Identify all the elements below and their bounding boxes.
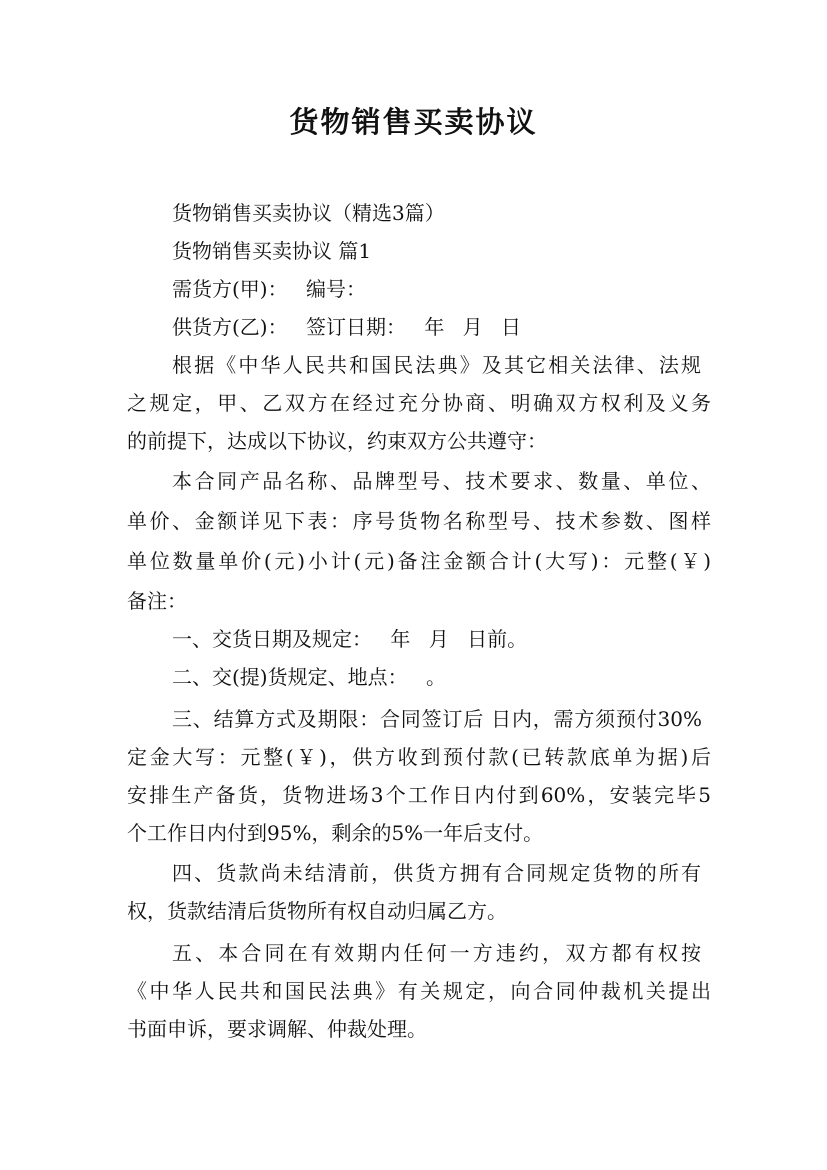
clause-line: 三、结算方式及期限：合同签订后 日内，需方须预付30% <box>172 707 702 731</box>
clause-line: 权，货款结清后货物所有权自动归属乙方。 <box>127 899 507 923</box>
clause-line: 四、货款尚未结清前，供货方拥有合同规定货物的所有 <box>172 861 701 885</box>
paragraph-line: 备注： <box>127 589 187 613</box>
paragraph-line: 之规定，甲、乙双方在经过充分协商、明确双方权利及义务 <box>127 391 711 415</box>
document-title: 货物销售买卖协议 <box>289 105 538 139</box>
clause-line: 一、交货日期及规定： 年 月 日前。 <box>172 627 528 651</box>
clause-line: 定金大写：元整(￥)，供方收到预付款(已转款底单为据)后 <box>127 745 711 769</box>
paragraph-line: 本合同产品名称、品牌型号、技术要求、数量、单位、 <box>172 469 711 493</box>
supplier-line: 供货方(乙)： 签订日期： 年 月 日 <box>172 315 522 339</box>
subtitle-line: 货物销售买卖协议（精选3篇） <box>172 201 445 225</box>
buyer-line: 需货方(甲)： 编号： <box>172 277 366 301</box>
clause-line: 二、交(提)货规定、地点： 。 <box>172 665 446 689</box>
paragraph-line: 单位数量单价(元)小计(元)备注金额合计(大写)：元整(￥) <box>127 549 711 573</box>
clause-line: 书面申诉，要求调解、仲裁处理。 <box>127 1017 427 1041</box>
clause-line: 《中华人民共和国民法典》有关规定，向合同仲裁机关提出 <box>127 979 711 1003</box>
clause-line: 五、本合同在有效期内任何一方违约，双方都有权按 <box>172 941 701 965</box>
paragraph-line: 根据《中华人民共和国民法典》及其它相关法律、法规 <box>172 353 701 377</box>
paragraph-line: 的前提下，达成以下协议，约束双方公共遵守： <box>127 429 547 453</box>
section-heading: 货物销售买卖协议 篇1 <box>172 239 372 263</box>
paragraph-line: 单价、金额详见下表：序号货物名称型号、技术参数、图样 <box>127 509 711 533</box>
clause-line: 个工作日内付到95%，剩余的5%一年后支付。 <box>127 821 544 845</box>
clause-line: 安排生产备货，货物进场3个工作日内付到60%，安装完毕5 <box>127 783 711 807</box>
